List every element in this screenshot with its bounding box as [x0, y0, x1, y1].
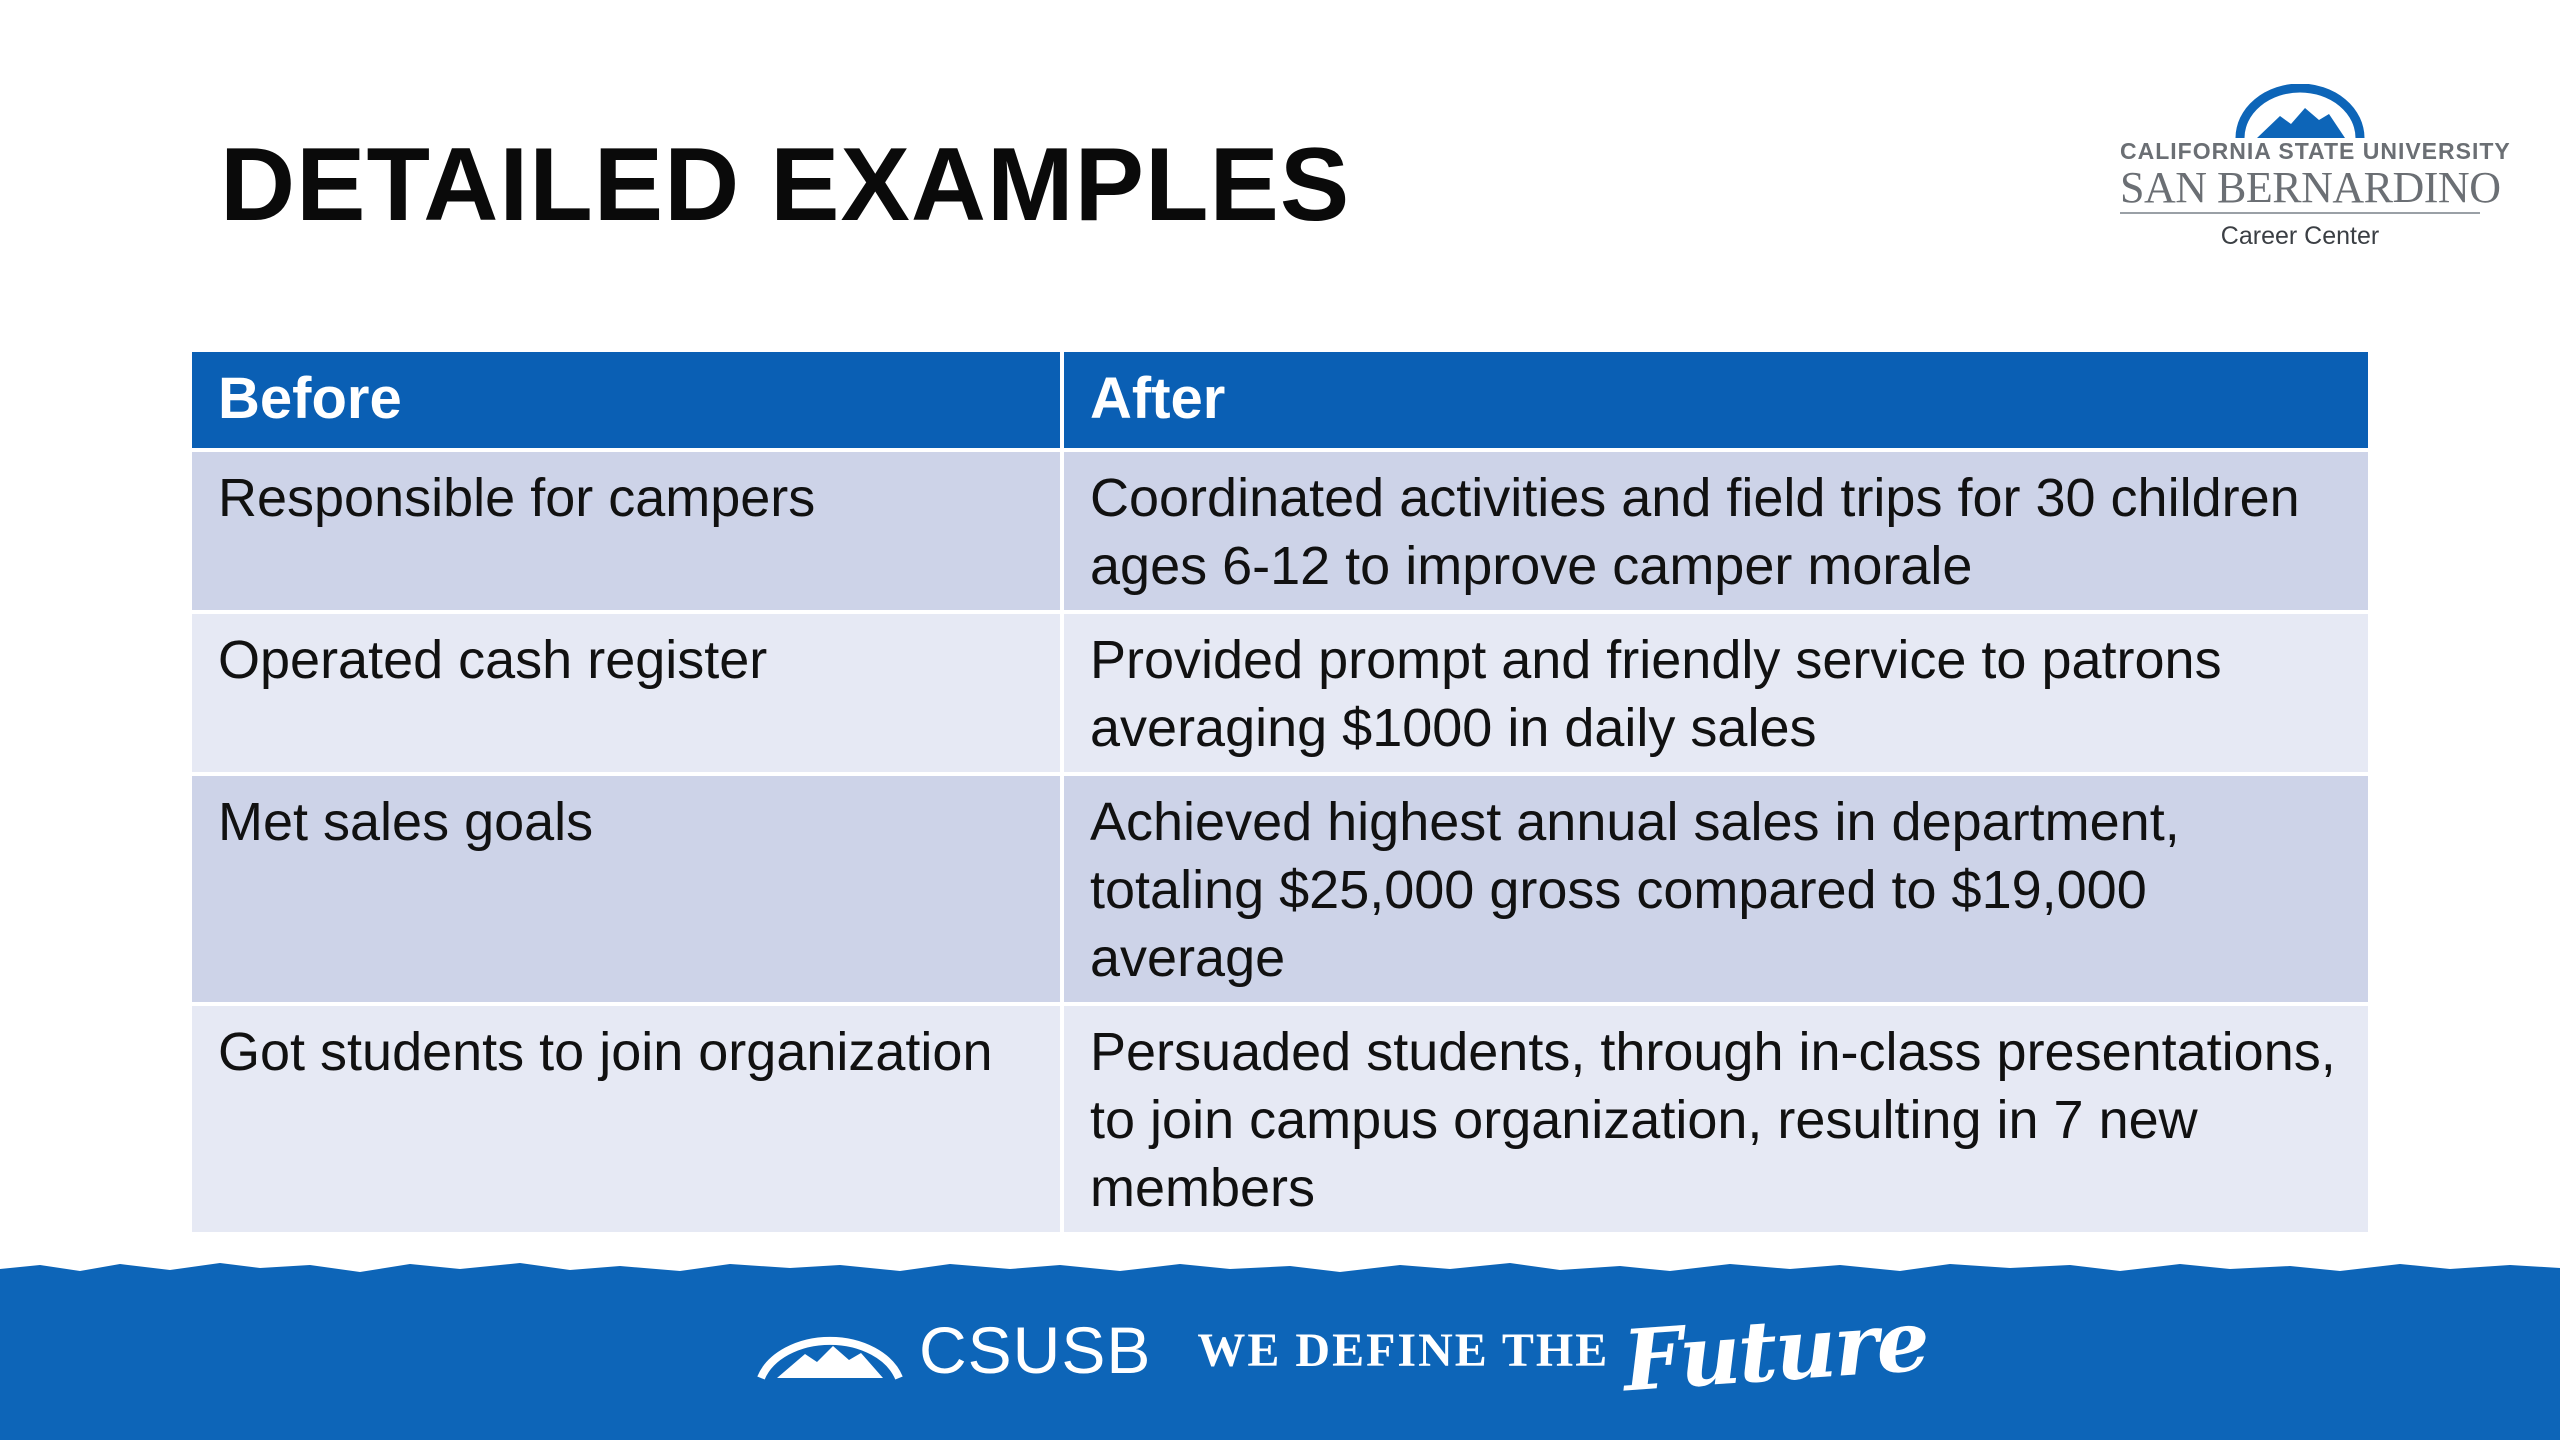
- table-row: [192, 776, 2368, 1006]
- header-after: After: [1090, 366, 1226, 431]
- examples-table: [192, 352, 2368, 1236]
- table-row: [192, 1006, 2368, 1236]
- footer-tagline: WE DEFINE THE: [1197, 1323, 1610, 1377]
- cell-after: Provided prompt and friendly service to patrons averaging $1000 in daily sales: [1090, 630, 2222, 758]
- slide-title: DETAILED EXAMPLES: [220, 127, 1351, 243]
- table-row: [192, 452, 2368, 614]
- cell-before: Responsible for campers: [192, 452, 1064, 610]
- cell-before: Operated cash register: [192, 614, 1064, 772]
- university-logo: [2110, 84, 2511, 264]
- table-header-row: [192, 352, 2368, 452]
- footer-brand: CSUSB: [919, 1313, 1152, 1387]
- logo-university-line: CALIFORNIA STATE UNIVERSITY: [2120, 138, 2511, 164]
- table-row: [192, 614, 2368, 776]
- footer-branding: [755, 1289, 1932, 1411]
- logo-department-line: Career Center: [2220, 222, 2380, 250]
- logo-divider: [2120, 212, 2480, 214]
- cell-after: Coordinated activities and field trips for 30 children ages 6-12 to improve camper morale: [1090, 468, 2300, 596]
- cell-after: Persuaded students, through in-class presentations, to join campus organization, resulting in 7 new members: [1090, 1022, 2336, 1218]
- header-before: Before: [192, 352, 1064, 448]
- csusb-mountain-icon: [755, 1320, 905, 1380]
- footer-tagline-script: Future: [1620, 1289, 1932, 1411]
- cell-before: Got students to join organization: [192, 1006, 1064, 1232]
- cell-before: Met sales goals: [192, 776, 1064, 1002]
- mountain-arc-icon: [2235, 84, 2365, 140]
- logo-campus-line: SAN BERNARDINO: [2120, 163, 2501, 212]
- cell-after: Achieved highest annual sales in department, totaling $25,000 gross compared to $19,000 average: [1090, 792, 2180, 988]
- footer-banner: [0, 1255, 2560, 1440]
